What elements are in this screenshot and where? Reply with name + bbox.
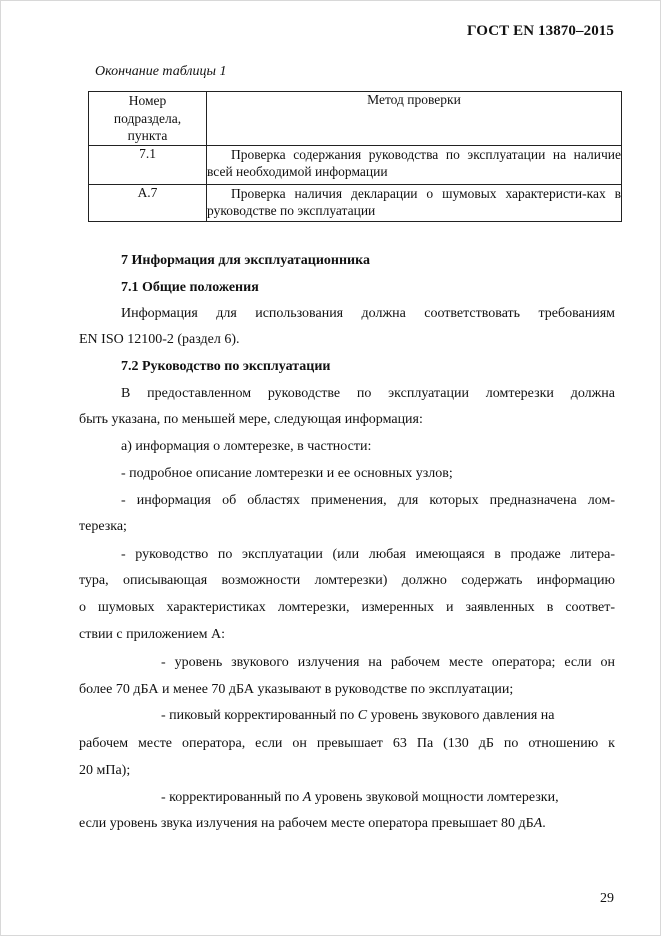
verification-table (88, 91, 622, 222)
paragraph-line: EN ISO 12100-2 (раздел 6). (79, 332, 240, 347)
row-method: Проверка содержания руководства по эксплуатации на наличие всей необходимой информации (207, 145, 622, 184)
row-number: 7.1 (89, 145, 207, 184)
paragraph-line: более 70 дБА и менее 70 дБА указывают в руководстве по эксплуатации; (79, 682, 514, 697)
row-method: Проверка наличия декларации о шумовых характеристи-ках в руководстве по эксплуатации (207, 184, 622, 221)
paragraph-line: - уровень звукового излучения на рабочем месте оператора; если он (161, 655, 615, 670)
paragraph-line: - руководство по эксплуатации (или любая имеющаяся в продаже литера- (121, 547, 615, 562)
column-header-line: пункта (127, 128, 168, 143)
paragraph-line: о шумовых характеристиках ломтерезки, измеренных и заявленных в соответ- (79, 600, 615, 615)
paragraph-line: быть указана, по меньшей мере, следующая информация: (79, 412, 423, 427)
paragraph-line: тура, описывающая возможности ломтерезки) должно содержать информацию (79, 573, 615, 588)
paragraph-line: терезка; (79, 519, 127, 534)
column-header-line: подраздела, (113, 110, 182, 126)
paragraph-line: рабочем месте оператора, если он превышает 63 Па (130 дБ по отношению к (79, 736, 615, 751)
text-run: - пиковый корректированный по (161, 708, 355, 723)
text-run: - корректированный по (161, 790, 300, 805)
column-header-number (89, 92, 207, 146)
paragraph-line: 20 мПа); (79, 763, 131, 778)
text-run: если уровень звука излучения на рабочем месте оператора превышает 80 дБ (79, 816, 534, 831)
column-header-method: Метод проверки (207, 92, 622, 146)
paragraph-line: Информация для использования должна соответствовать требованиям (121, 306, 615, 321)
text-run: А (302, 790, 312, 805)
text-run: . (542, 816, 546, 831)
standard-header: ГОСТ EN 13870–2015 (467, 23, 614, 39)
table-row (89, 145, 622, 184)
paragraph-line: В предоставленном руководстве по эксплуатации ломтерезки должна (121, 386, 615, 401)
paragraph-line (161, 708, 555, 724)
table-row (89, 184, 622, 221)
table-caption: Окончание таблицы 1 (95, 64, 227, 79)
table-header-row (89, 92, 622, 146)
row-number: А.7 (89, 184, 207, 221)
paragraph-line (79, 816, 546, 832)
subsection-heading: 7.2 Руководство по эксплуатации (121, 359, 331, 374)
page-number: 29 (600, 891, 614, 906)
text-run: C (357, 708, 368, 723)
section-heading: 7 Информация для эксплуатационника (121, 253, 370, 268)
paragraph-line: - подробное описание ломтерезки и ее основных узлов; (121, 466, 453, 481)
subsection-heading: 7.1 Общие положения (121, 280, 259, 295)
paragraph-line: - информация об областях применения, для которых предназначена лом- (121, 493, 615, 508)
text-run: уровень звуковой мощности ломтерезки, (314, 790, 559, 805)
paragraph-line: ствии с приложением А: (79, 627, 226, 642)
column-header-line: Номер (128, 93, 167, 108)
text-run: А (533, 816, 543, 831)
paragraph-line: а) информация о ломтерезке, в частности: (121, 439, 372, 454)
paragraph-line (161, 790, 559, 806)
text-run: уровень звукового давления на (370, 708, 555, 723)
